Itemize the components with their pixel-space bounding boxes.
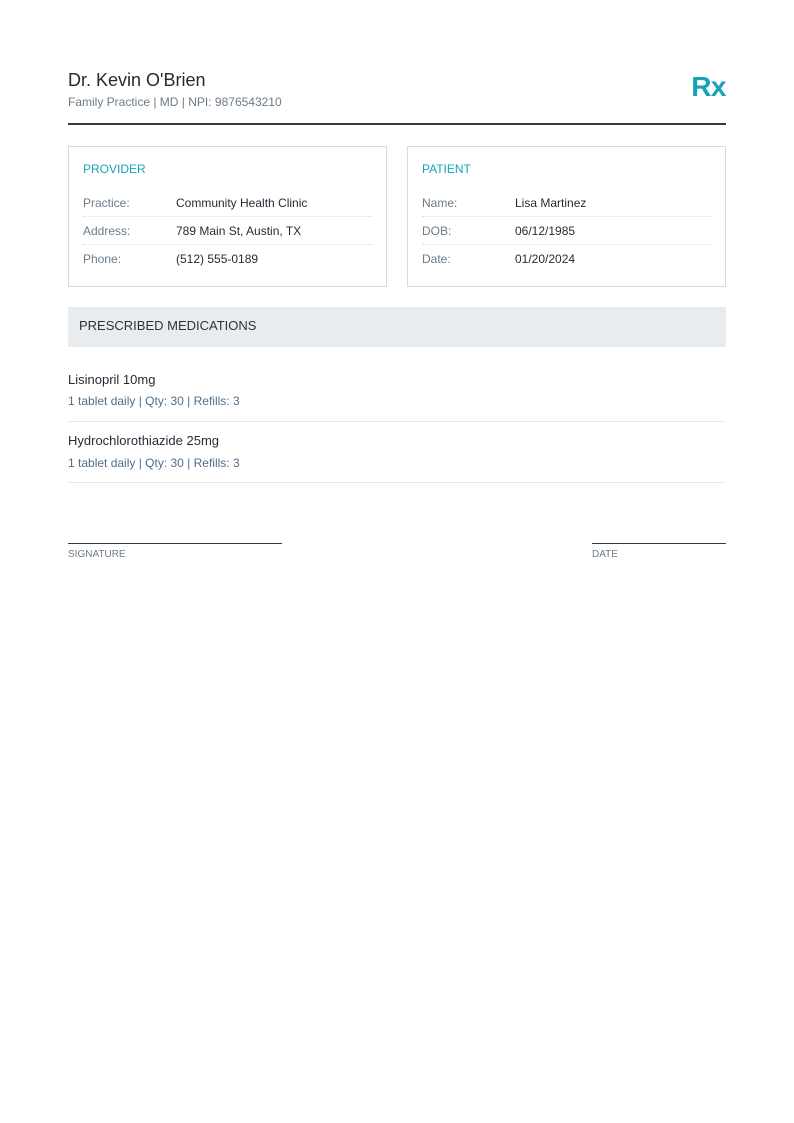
- patient-card-title: PATIENT: [422, 162, 471, 176]
- doctor-name: Dr. Kevin O'Brien: [68, 70, 206, 90]
- prescription-page: [68, 0, 726, 560]
- info-cards: [68, 146, 726, 287]
- field-label: Name:: [422, 195, 458, 210]
- provider-row-address: [83, 217, 373, 245]
- patient-card: [407, 146, 726, 287]
- provider-row-practice: [83, 189, 373, 217]
- medication-name: Lisinopril 10mg: [68, 372, 156, 387]
- field-value: 06/12/1985: [515, 223, 576, 238]
- provider-card: [68, 146, 387, 287]
- date-label: DATE: [592, 549, 618, 560]
- patient-row-date: [422, 245, 712, 273]
- medication-item: [68, 347, 726, 422]
- signature-label: SIGNATURE: [68, 549, 126, 560]
- field-value: 789 Main St, Austin, TX: [176, 223, 302, 238]
- field-value: (512) 555-0189: [176, 252, 259, 266]
- medication-instructions: 1 tablet daily | Qty: 30 | Refills: 3: [68, 394, 240, 408]
- provider-row-phone: [83, 245, 373, 273]
- field-label: Practice:: [83, 195, 130, 210]
- medication-name: Hydrochlorothiazide 25mg: [68, 433, 220, 448]
- field-label: Phone:: [83, 252, 122, 266]
- field-label: DOB:: [422, 223, 452, 238]
- field-value: Community Health Clinic: [176, 195, 308, 210]
- field-value: Lisa Martinez: [515, 195, 587, 210]
- medications-section-header: [68, 307, 726, 347]
- medication-item: [68, 422, 726, 483]
- prescription-header: [68, 0, 726, 125]
- medication-list: [68, 347, 726, 483]
- rx-logo: Rx: [691, 71, 726, 102]
- signature-line: [68, 543, 282, 544]
- field-label: Address:: [83, 223, 131, 238]
- provider-card-title: PROVIDER: [83, 162, 146, 176]
- medication-instructions: 1 tablet daily | Qty: 30 | Refills: 3: [68, 456, 240, 470]
- doctor-credentials: Family Practice | MD | NPI: 9876543210: [68, 95, 282, 109]
- medications-section-title: PRESCRIBED MEDICATIONS: [79, 318, 257, 333]
- patient-row-name: [422, 189, 712, 217]
- patient-rows: [422, 189, 712, 273]
- field-value: 01/20/2024: [515, 252, 576, 266]
- field-label: Date:: [422, 252, 451, 266]
- date-line: [592, 543, 726, 544]
- patient-row-dob: [422, 217, 712, 245]
- provider-rows: [83, 189, 373, 273]
